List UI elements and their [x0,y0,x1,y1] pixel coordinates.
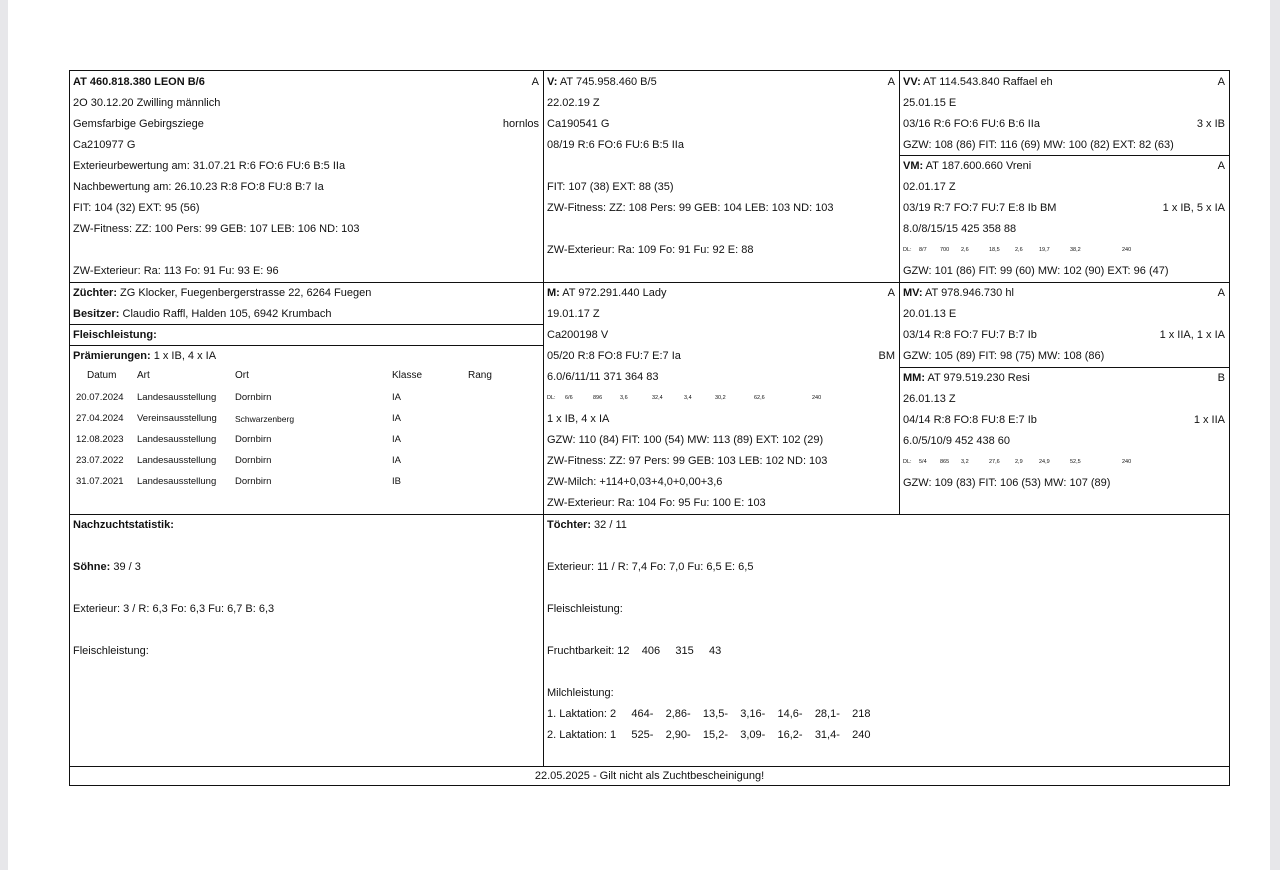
mm-lactation: 6.0/5/10/9 452 438 60 [903,435,1011,447]
table-row: 31.07.2021 Landesausstellung Dornbirn IB [76,476,401,487]
vm-header: VM: AT 187.600.660 Vreni A [903,156,1225,176]
animal-section [70,71,543,282]
meat-performance-label: Fleischleistung: [73,329,157,341]
vm-birth: 02.01.17 Z [903,181,956,193]
table-row: 23.07.2022 Landesausstellung Dornbirn IA [76,455,401,466]
animal-breed-row [73,114,539,134]
daughters-lactation-2: 2. Laktation: 1 525- 2,90- 15,2- 3,09- 16,2- 31,4- 240 [547,729,871,741]
mv-eval-right: 1 x IIA, 1 x IA [1159,329,1225,341]
dam-header: M: AT 972.291.440 Lady A [547,283,895,303]
animal-horn: hornlos [502,118,539,130]
dam-eval-right: BM [878,350,895,362]
sire-genotype: Ca190541 G [547,118,610,130]
vv-eval-right: 3 x IB [1196,118,1225,130]
daughters-meat: Fleischleistung: [547,603,623,615]
animal-birth: 2O 30.12.20 Zwilling männlich [73,97,221,109]
table-row: 27.04.2024 Vereinsausstellung Schwarzenberg IA [76,413,401,424]
sire-section [544,71,899,282]
dam-grade: A [887,287,895,299]
paper-sheet [8,0,1270,870]
vm-eval: 03/19 R:7 FO:7 FU:7 E:8 Ib BM 1 x IB, 5 x IA [903,198,1225,218]
sire-zw-fitness: ZW-Fitness: ZZ: 108 Pers: 99 GEB: 104 LEB: 103 ND: 103 [547,202,834,214]
daughters-milk-label: Milchleistung: [547,687,614,699]
mm-eval: 04/14 R:8 FO:8 FU:8 E:7 Ib 1 x IIA [903,410,1225,430]
sons-line: Söhne: 39 / 3 [73,561,141,573]
column-type: Art [137,370,150,381]
dam-dl-row: DL: 6/6 896 3,6 32,4 3,4 30,2 62,6 240 [547,395,822,401]
dam-birth: 19.01.17 Z [547,308,600,320]
table-row: 20.07.2024 Landesausstellung Dornbirn IA [76,392,401,403]
sire-fit: FIT: 107 (38) EXT: 88 (35) [547,181,674,193]
sons-meat: Fleischleistung: [73,645,149,657]
dam-awards: 1 x IB, 4 x IA [547,413,610,425]
paternal-granddam-section [900,156,1229,282]
mv-grade: A [1217,287,1225,299]
sire-eval: 08/19 R:6 FO:6 FU:6 B:5 IIa [547,139,684,151]
column-rank: Rang [468,370,492,381]
awards-line: Prämierungen: 1 x IB, 4 x IA [73,350,217,362]
sire-header: V: AT 745.958.460 B/5 A [547,72,895,92]
column-place: Ort [235,370,249,381]
dam-genotype: Ca200198 V [547,329,609,341]
mv-birth: 20.01.13 E [903,308,957,320]
daughters-lactation-1: 1. Laktation: 2 464- 2,86- 13,5- 3,16- 14,6- 28,1- 218 [547,708,871,720]
dam-eval: 05/20 R:8 FO:8 FU:7 E:7 Ia BM [547,346,895,366]
animal-fit: FIT: 104 (32) EXT: 95 (56) [73,202,200,214]
maternal-granddam-section [900,368,1229,514]
animal-header: AT 460.818.380 LEON B/6 A [73,72,539,92]
breeder-section [70,282,543,514]
mm-header: MM: AT 979.519.230 Resi B [903,368,1225,388]
dam-zw-fitness: ZW-Fitness: ZZ: 97 Pers: 99 GEB: 103 LEB: 102 ND: 103 [547,455,828,467]
dam-gzw: GZW: 110 (84) FIT: 100 (54) MW: 113 (89) EXT: 102 (29) [547,434,824,446]
vv-eval: 03/16 R:6 FO:6 FU:6 B:6 IIa 3 x IB [903,114,1225,134]
vm-dl-row: DL: 8/7 700 2,6 18,5 2,6 19,7 38,2 240 [903,247,1132,253]
vm-gzw: GZW: 101 (86) FIT: 99 (60) MW: 102 (90) EXT: 96 (47) [903,265,1169,277]
vm-lactation: 8.0/8/15/15 425 358 88 [903,223,1017,235]
mm-dl-row: DL: 5/4 865 3,2 27,6 2,9 24,9 52,5 240 [903,459,1132,465]
vv-birth: 25.01.15 E [903,97,957,109]
offspring-daughters-section [544,515,1229,766]
dam-lactation: 6.0/6/11/11 371 364 83 [547,371,659,383]
vm-eval-right: 1 x IB, 5 x IA [1162,202,1225,214]
animal-re-eval: Nachbewertung am: 26.10.23 R:8 FO:8 FU:8 B:7 Ia [73,181,324,193]
certificate-footer: 22.05.2025 - Gilt nicht als Zuchtbescheinigung! [534,770,765,782]
daughters-exterior: Exterieur: 11 / R: 7,4 Fo: 7,0 Fu: 6,5 E: 6,5 [547,561,754,573]
animal-exterior-eval: Exterieurbewertung am: 31.07.21 R:6 FO:6 FU:6 B:5 IIa [73,160,346,172]
vv-header: VV: AT 114.543.840 Raffael eh A [903,72,1225,92]
offspring-title: Nachzuchtstatistik: [73,519,174,531]
pedigree-certificate [69,70,1230,786]
breeder-line: Züchter: ZG Klocker, Fuegenbergerstrasse 22, 6264 Fuegen [73,287,372,299]
mm-gzw: GZW: 109 (83) FIT: 106 (53) MW: 107 (89) [903,477,1111,489]
daughters-line: Töchter: 32 / 11 [547,519,627,531]
offspring-sons-section [70,515,543,766]
column-class: Klasse [392,370,423,381]
mm-eval-right: 1 x IIA [1193,414,1225,426]
vv-gzw: GZW: 108 (86) FIT: 116 (69) MW: 100 (82) EXT: 82 (63) [903,139,1174,151]
vm-grade: A [1217,160,1225,172]
dam-section [544,282,899,514]
animal-zw-fitness: ZW-Fitness: ZZ: 100 Pers: 99 GEB: 107 LEB: 106 ND: 103 [73,223,360,235]
awards-table-header [73,366,539,386]
sire-birth: 22.02.19 Z [547,97,600,109]
animal-zw-exterieur: ZW-Exterieur: Ra: 113 Fo: 91 Fu: 93 E: 96 [73,265,279,277]
mv-header: MV: AT 978.946.730 hl A [903,283,1225,303]
vv-grade: A [1217,76,1225,88]
table-row: 12.08.2023 Landesausstellung Dornbirn IA [76,434,401,445]
daughters-fertility: Fruchtbarkeit: 12 406 315 43 [547,645,722,657]
sons-exterior: Exterieur: 3 / R: 6,3 Fo: 6,3 Fu: 6,7 B: 6,3 [73,603,275,615]
mm-birth: 26.01.13 Z [903,393,956,405]
column-date: Datum [87,370,117,381]
mv-gzw: GZW: 105 (89) FIT: 98 (75) MW: 108 (86) [903,350,1105,362]
mm-grade: B [1217,372,1225,384]
dam-zw-milch: ZW-Milch: +114+0,03+4,0+0,00+3,6 [547,476,723,488]
animal-genotype: Ca210977 G [73,139,136,151]
maternal-grandsire-section [900,282,1229,367]
animal-breed: Gemsfarbige Gebirgsziege [73,118,204,130]
sire-zw-exterieur: ZW-Exterieur: Ra: 109 Fo: 91 Fu: 92 E: 88 [547,244,754,256]
dam-zw-exterieur: ZW-Exterieur: Ra: 104 Fo: 95 Fu: 100 E: 103 [547,497,766,509]
animal-grade: A [531,76,539,88]
mv-eval: 03/14 R:8 FO:7 FU:7 B:7 Ib 1 x IIA, 1 x IA [903,325,1225,345]
paternal-grandsire-section [900,71,1229,155]
sire-grade: A [887,76,895,88]
owner-line: Besitzer: Claudio Raffl, Halden 105, 6942 Krumbach [73,308,332,320]
